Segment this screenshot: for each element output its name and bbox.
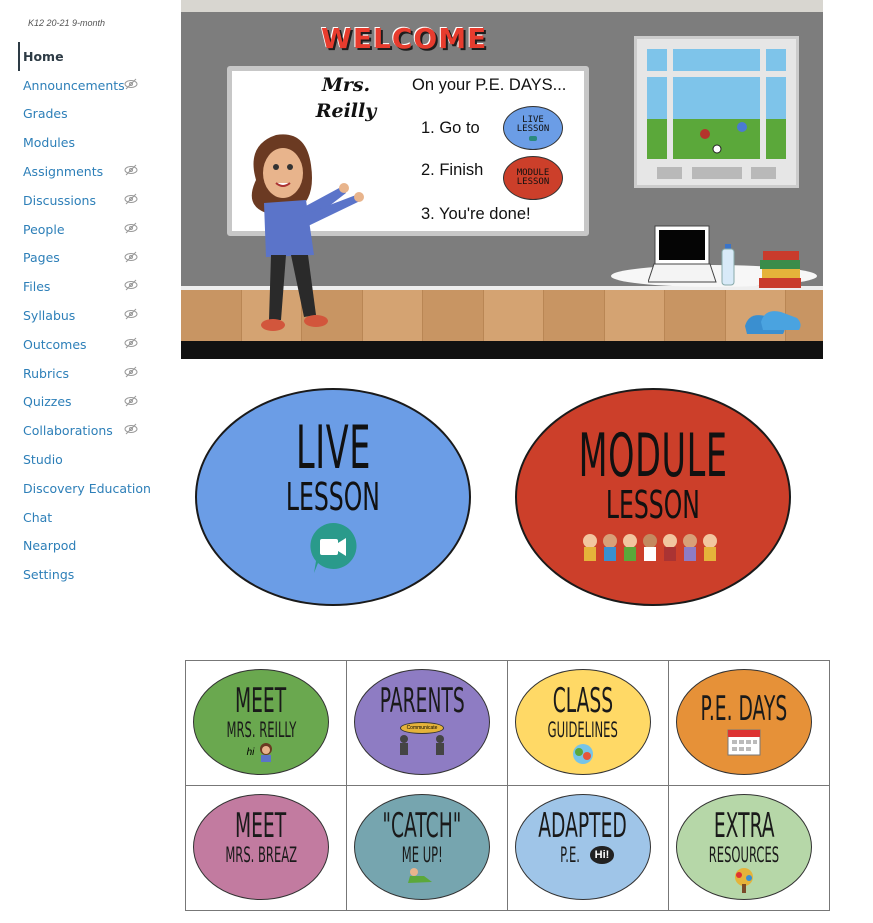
eye-hidden-icon [124, 278, 138, 292]
tile-cell [347, 786, 508, 911]
tile-title: PARENTS [379, 681, 465, 721]
pe-days-heading: On your P.E. DAYS... [412, 76, 567, 94]
mini-module-lesson-button[interactable] [503, 156, 563, 200]
tile-note: hi [246, 746, 255, 758]
mini-module-title: MODULE [516, 168, 550, 178]
teacher-bitmoji [236, 125, 366, 340]
module-lesson-button[interactable] [515, 388, 791, 606]
tile-title: ADAPTED [538, 806, 628, 846]
nav-item-discovery-education[interactable] [18, 474, 170, 503]
tile-title: MEET [235, 681, 287, 721]
nav-item-outcomes[interactable] [18, 330, 170, 359]
water-bottle-icon [721, 244, 735, 286]
nav-item-assignments[interactable] [18, 157, 170, 186]
live-lesson-button[interactable] [195, 388, 471, 606]
tree-icon [729, 867, 759, 893]
tile-title: P.E. DAYS [700, 689, 788, 729]
eye-hidden-icon [124, 192, 138, 206]
nav-link[interactable]: Chat [23, 509, 53, 525]
nav-link[interactable]: Outcomes [23, 336, 87, 352]
mini-live-title: LIVE [522, 114, 544, 125]
tile-subtitle: ME UP! [401, 843, 443, 867]
nav-link[interactable]: Nearpod [23, 538, 77, 554]
resource-tile-grid [185, 660, 830, 911]
nav-link[interactable]: Collaborations [23, 423, 113, 439]
adapted-pe-tile[interactable] [515, 794, 651, 900]
module-lesson-title: MODULE [578, 421, 728, 491]
nav-item-home[interactable] [18, 42, 170, 71]
nav-item-grades[interactable] [18, 100, 170, 129]
kids-sports-icon [578, 529, 728, 567]
nav-item-chat[interactable] [18, 503, 170, 532]
laptop-icon [648, 224, 718, 286]
step-2-text: 2. Finish [421, 161, 484, 179]
step-1-text: 1. Go to [421, 119, 480, 137]
nav-link[interactable]: People [23, 221, 65, 237]
tile-subtitle: MRS. BREAZ [225, 843, 297, 867]
parents-tile[interactable] [354, 669, 490, 775]
tile-subtitle: GUIDELINES [547, 718, 619, 742]
nav-item-people[interactable] [18, 215, 170, 244]
tile-cell [186, 786, 347, 911]
nav-item-syllabus[interactable] [18, 301, 170, 330]
catch-me-up-tile[interactable] [354, 794, 490, 900]
nav-item-files[interactable] [18, 272, 170, 301]
mini-live-sub: LESSON [516, 123, 550, 134]
video-icon [529, 136, 537, 141]
nav-link[interactable]: Pages [23, 250, 60, 266]
extra-resources-tile[interactable] [676, 794, 812, 900]
nav-link[interactable]: Settings [23, 567, 75, 583]
teacher-avatar-icon [257, 742, 275, 762]
tile-cell [669, 786, 830, 911]
tile-cell [508, 661, 669, 786]
eye-hidden-icon [124, 250, 138, 264]
nav-link[interactable]: Modules [23, 135, 75, 151]
tile-note: Hi! [594, 849, 610, 861]
nav-link[interactable]: Files [23, 279, 51, 295]
eye-hidden-icon [124, 163, 138, 177]
tile-note: Communicate [406, 725, 438, 731]
globe-rules-icon [571, 742, 595, 766]
tile-subtitle: MRS. REILLY [226, 718, 296, 742]
people-talking-icon [392, 734, 452, 756]
tile-cell [508, 786, 669, 911]
tile-cell [186, 661, 347, 786]
window-scene [637, 39, 796, 185]
step-3-text: 3. You're done! [421, 205, 531, 223]
nav-link[interactable]: Grades [23, 106, 68, 122]
nav-link[interactable]: Studio [23, 452, 63, 468]
nav-item-discussions[interactable] [18, 186, 170, 215]
nav-link[interactable]: Home [23, 48, 64, 64]
eye-hidden-icon [124, 221, 138, 235]
google-meet-icon [308, 521, 358, 575]
nav-item-modules[interactable] [18, 128, 170, 157]
eye-hidden-icon [124, 394, 138, 408]
nav-item-settings[interactable] [18, 560, 170, 589]
pe-days-tile[interactable] [676, 669, 812, 775]
classroom-window [634, 36, 799, 188]
welcome-banner [181, 0, 823, 359]
course-navigation [0, 0, 170, 923]
tile-subtitle: P.E. [559, 843, 580, 867]
nav-item-rubrics[interactable] [18, 359, 170, 388]
eye-hidden-icon [124, 77, 138, 91]
runner-icon [402, 867, 442, 885]
tile-cell [669, 661, 830, 786]
nav-link[interactable]: Announcements [23, 77, 125, 93]
sneakers-icon [743, 304, 803, 338]
nav-link[interactable]: Assignments [23, 164, 104, 180]
nav-item-pages[interactable] [18, 244, 170, 273]
meet-mrs-reilly-tile[interactable] [193, 669, 329, 775]
eye-hidden-icon [124, 422, 138, 436]
eye-hidden-icon [124, 336, 138, 350]
nav-link[interactable]: Syllabus [23, 308, 76, 324]
communicate-bubble [400, 722, 445, 734]
hi-speech-bubble [590, 846, 615, 864]
course-label: K12 20-21 9-month [28, 18, 106, 28]
tile-title: CLASS [552, 681, 614, 721]
tile-title: MEET [235, 806, 287, 846]
live-lesson-subtitle: LESSON [285, 475, 381, 519]
nav-item-studio[interactable] [18, 445, 170, 474]
tile-cell [347, 661, 508, 786]
teacher-name: Mrs. Reilly [315, 74, 377, 122]
tile-subtitle: RESOURCES [708, 843, 780, 867]
tile-title: EXTRA [713, 806, 775, 846]
live-lesson-title: LIVE [295, 413, 371, 483]
nav-item-quizzes[interactable] [18, 388, 170, 417]
mini-live-lesson-button[interactable] [503, 106, 563, 150]
meet-mrs-breaz-tile[interactable] [193, 794, 329, 900]
eye-hidden-icon [124, 307, 138, 321]
class-guidelines-tile[interactable] [515, 669, 651, 775]
nav-link[interactable]: Quizzes [23, 394, 72, 410]
eye-hidden-icon [124, 365, 138, 379]
calendar-icon [727, 726, 761, 756]
banner-bottom-strip [181, 341, 823, 359]
welcome-title: WELCOME [321, 22, 488, 55]
nav-item-announcements[interactable] [18, 71, 170, 100]
tile-title: "CATCH" [382, 806, 462, 846]
mini-module-sub: LESSON [516, 177, 550, 187]
books-stack-icon [757, 248, 805, 292]
nav-link[interactable]: Discovery Education [23, 480, 151, 496]
nav-item-nearpod[interactable] [18, 532, 170, 561]
nav-link[interactable]: Rubrics [23, 365, 69, 381]
nav-item-collaborations[interactable] [18, 416, 170, 445]
module-lesson-subtitle: LESSON [605, 483, 701, 527]
nav-link[interactable]: Discussions [23, 192, 96, 208]
nav-list [18, 42, 170, 589]
